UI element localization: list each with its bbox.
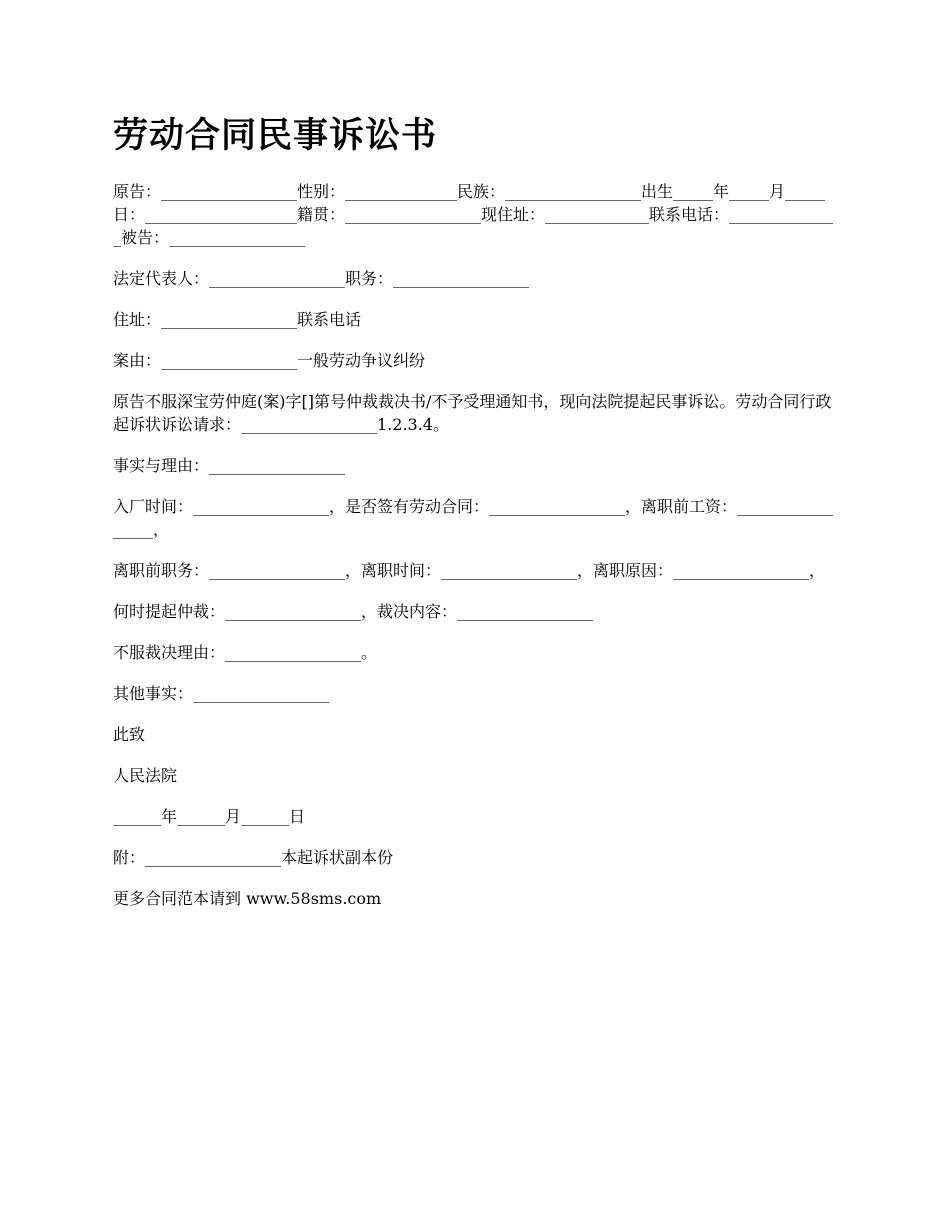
- resignation-details-paragraph: 离职前职务：_________________，离职时间：_________________，离职原因：_________________，: [113, 561, 826, 580]
- document-title: 劳动合同民事诉讼书: [113, 116, 438, 156]
- salutation-paragraph: 此致: [113, 725, 146, 744]
- objection-reason-paragraph: 不服裁决理由：_________________。: [113, 643, 378, 662]
- employment-details-paragraph: 入厂时间：_________________，是否签有劳动合同：_________________，离职前工资：_________________，: [113, 497, 834, 539]
- arbitration-details-paragraph: 何时提起仲裁：_________________，裁决内容：_________________: [113, 602, 594, 621]
- address-paragraph: 住址：_________________联系电话: [113, 310, 362, 329]
- cause-of-action-paragraph: 案由：_________________一般劳动争议纠纷: [113, 351, 426, 370]
- facts-and-reasons-paragraph: 事实与理由：_________________: [113, 456, 346, 475]
- other-facts-paragraph: 其他事实：_________________: [113, 684, 330, 703]
- website-footer-paragraph: 更多合同范本请到 www.58sms.com: [113, 889, 382, 908]
- date-paragraph: ______年______月______日: [113, 807, 306, 826]
- claims-paragraph: 原告不服深宝劳仲庭(案)字[]第号仲裁裁决书/不予受理通知书，现向法院提起民事诉讼。劳动合同行政起诉状诉讼请求：_________________1.2.3.4。: [113, 392, 832, 434]
- court-paragraph: 人民法院: [113, 766, 178, 785]
- legal-representative-paragraph: 法定代表人：_________________职务：_________________: [113, 269, 530, 288]
- attachment-paragraph: 附：_________________本起诉状副本份: [113, 848, 394, 867]
- plaintiff-info-paragraph: 原告：_________________性别：______________民族：_________________出生_____年_____月_____日：___________________籍贯：_________________现住址：_____________联系电话：______________被告：_________________: [113, 182, 834, 247]
